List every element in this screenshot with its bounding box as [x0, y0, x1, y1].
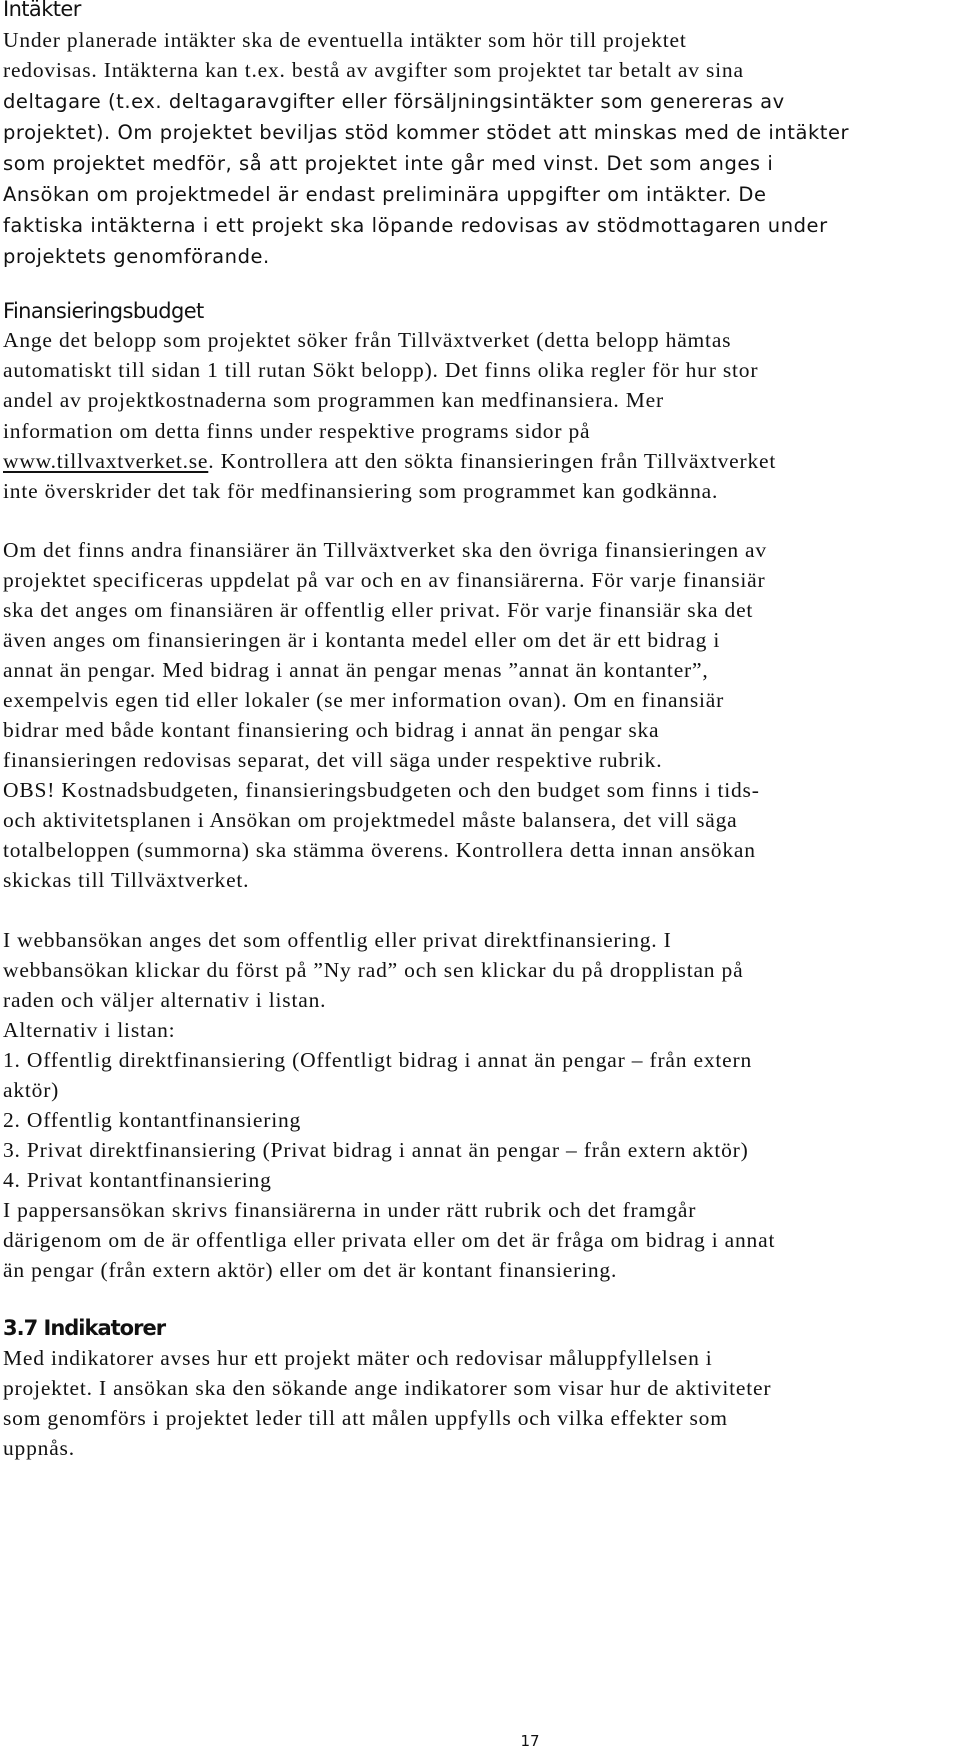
text-line: faktiska intäkterna i ett projekt ska löpande redovisas av stödmottagaren under: [3, 214, 828, 237]
finansieringsbudget-heading: Finansieringsbudget: [3, 299, 204, 323]
page-number: 17: [520, 1732, 540, 1750]
text-line: som projektet medför, så att projektet inte går med vinst. Det som anges i: [3, 152, 774, 175]
text-line: I pappersansökan skrivs finansiärerna in under rätt rubrik och det framgår: [3, 1198, 697, 1222]
text-line: projektet. I ansökan ska den sökande ange indikatorer som visar hur de aktiviteter: [3, 1376, 772, 1400]
list-item: 3. Privat direktfinansiering (Privat bidrag i annat än pengar – från extern aktör): [3, 1138, 749, 1162]
text-line: därigenom om de är offentliga eller privata eller om det är fråga om bidrag i annat: [3, 1228, 776, 1252]
text-line: Under planerade intäkter ska de eventuella intäkter som hör till projektet: [3, 28, 687, 52]
text-line: information om detta finns under respektive programs sidor på: [3, 419, 591, 443]
text-line: raden och väljer alternativ i listan.: [3, 988, 327, 1012]
list-item: 2. Offentlig kontantfinansiering: [3, 1108, 302, 1132]
text-line: ska det anges om finansiären är offentlig eller privat. För varje finansiär ska det: [3, 598, 754, 622]
text-line: bidrar med både kontant finansiering och bidrag i annat än pengar ska: [3, 718, 660, 742]
indikatorer-heading: 3.7 Indikatorer: [3, 1316, 166, 1340]
intakter-heading: Intäkter: [3, 0, 81, 21]
text-line: automatiskt till sidan 1 till rutan Sökt belopp). Det finns olika regler för hur stor: [3, 358, 759, 382]
text-line: Alternativ i listan:: [3, 1018, 176, 1042]
text-line: och aktivitetsplanen i Ansökan om projektmedel måste balansera, det vill säga: [3, 808, 738, 832]
text-fragment: . Kontrollera att den sökta finansieringen från Tillväxtverket: [208, 449, 777, 473]
text-line: totalbeloppen (summorna) ska stämma överens. Kontrollera detta innan ansökan: [3, 838, 756, 862]
text-line: deltagare (t.ex. deltagaravgifter eller försäljningsintäkter som genereras av: [3, 90, 785, 113]
text-line-with-link: [3, 449, 776, 474]
text-line: inte överskrider det tak för medfinansiering som programmet kan godkänna.: [3, 479, 719, 503]
text-line: finansieringen redovisas separat, det vill säga under respektive rubrik.: [3, 748, 663, 772]
text-line: projektet specificeras uppdelat på var och en av finansiärerna. För varje finansiär: [3, 568, 766, 592]
text-line: exempelvis egen tid eller lokaler (se mer information ovan). Om en finansiär: [3, 688, 725, 712]
text-line: skickas till Tillväxtverket.: [3, 868, 250, 892]
list-item: 1. Offentlig direktfinansiering (Offentligt bidrag i annat än pengar – från extern: [3, 1048, 752, 1072]
text-line: andel av projektkostnaderna som programmen kan medfinansiera. Mer: [3, 388, 664, 412]
text-line: annat än pengar. Med bidrag i annat än pengar menas ”annat än kontanter”,: [3, 658, 709, 682]
text-line: Om det finns andra finansiärer än Tillväxtverket ska den övriga finansieringen av: [3, 538, 767, 562]
text-line: projektet). Om projektet beviljas stöd kommer stödet att minskas med de intäkter: [3, 121, 850, 144]
list-item: 4. Privat kontantfinansiering: [3, 1168, 272, 1192]
text-line: även anges om finansieringen är i kontanta medel eller om det är ett bidrag i: [3, 628, 721, 652]
text-line: I webbansökan anges det som offentlig eller privat direktfinansiering. I: [3, 928, 672, 952]
text-line: som genomförs i projektet leder till att målen uppfylls och vilka effekter som: [3, 1406, 728, 1430]
text-line: än pengar (från extern aktör) eller om det är kontant finansiering.: [3, 1258, 618, 1282]
text-line: redovisas. Intäkterna kan t.ex. bestå av avgifter som projektet tar betalt av sina: [3, 58, 744, 82]
text-line: OBS! Kostnadsbudgeten, finansieringsbudgeten och den budget som finns i tids-: [3, 778, 760, 802]
text-line: Med indikatorer avses hur ett projekt mäter och redovisar måluppfyllelsen i: [3, 1346, 713, 1370]
list-item-continuation: aktör): [3, 1078, 60, 1102]
text-line: projektets genomförande.: [3, 245, 270, 268]
text-line: Ange det belopp som projektet söker från Tillväxtverket (detta belopp hämtas: [3, 328, 732, 352]
text-line: webbansökan klickar du först på ”Ny rad” och sen klickar du på dropplistan på: [3, 958, 744, 982]
text-line: uppnås.: [3, 1436, 75, 1460]
text-line: Ansökan om projektmedel är endast preliminära uppgifter om intäkter. De: [3, 183, 767, 206]
tillvaxtverket-link[interactable]: www.tillvaxtverket.se: [3, 449, 209, 473]
